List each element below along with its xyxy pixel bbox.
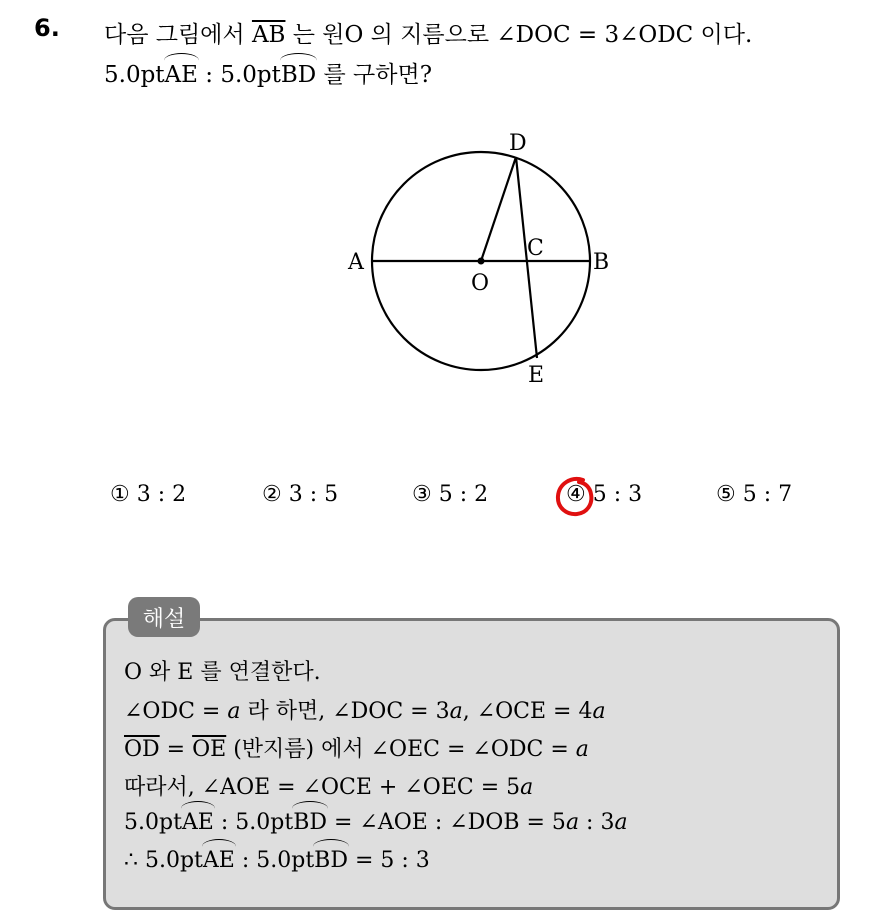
solution-text: = bbox=[159, 737, 193, 762]
choice-mark: ② bbox=[262, 482, 282, 507]
variable-a: a bbox=[575, 737, 589, 762]
solution-text: ∠ODC = bbox=[124, 699, 228, 724]
question-number: 6. bbox=[34, 14, 60, 42]
solution-line-5 bbox=[124, 810, 628, 835]
variable-a: a bbox=[592, 699, 606, 724]
segment-ab: $\overline{AB}$ bbox=[251, 22, 286, 48]
arc-ae: AE bbox=[164, 62, 198, 88]
segment-oe: $\overline{OE}$ bbox=[192, 737, 227, 762]
question-text: : 5.0pt bbox=[197, 62, 281, 88]
label-a: A bbox=[348, 250, 364, 275]
arc-ae: AE bbox=[202, 848, 235, 873]
arc-bd: BD bbox=[293, 810, 327, 835]
solution-text: 5.0pt bbox=[124, 810, 182, 835]
choice-mark: ④ bbox=[566, 482, 586, 507]
answer-choices bbox=[0, 482, 884, 516]
solution-text: 라 하면, ∠DOC = 3 bbox=[240, 699, 450, 724]
solution-line-6 bbox=[124, 848, 430, 873]
label-b: B bbox=[593, 250, 610, 275]
solution-text: = 5 : 3 bbox=[347, 848, 430, 873]
choice-text: 3 : 2 bbox=[136, 482, 187, 507]
choice-5[interactable] bbox=[716, 482, 792, 507]
solution-text: : 5.0pt bbox=[213, 810, 294, 835]
variable-a: a bbox=[614, 810, 628, 835]
solution-text: : 5.0pt bbox=[234, 848, 315, 873]
choice-3[interactable] bbox=[412, 482, 488, 507]
solution-text: = ∠AOE : ∠DOB = 5 bbox=[327, 810, 566, 835]
solution-text: (반지름) 에서 ∠OEC = ∠ODC = bbox=[226, 737, 576, 762]
question-line-2 bbox=[104, 56, 432, 89]
solution-line-4 bbox=[124, 770, 533, 801]
choice-text: 5 : 3 bbox=[592, 482, 643, 507]
choice-mark: ⑤ bbox=[716, 482, 736, 507]
label-d: D bbox=[509, 131, 527, 156]
question-text: 다음 그림에서 bbox=[104, 22, 252, 48]
solution-text: 따라서, ∠AOE = ∠OCE + ∠OEC = 5 bbox=[124, 775, 521, 800]
arc-bd: BD bbox=[280, 62, 317, 88]
variable-a: a bbox=[520, 775, 534, 800]
solution-text: : 3 bbox=[579, 810, 615, 835]
answer-circle-mark bbox=[553, 474, 597, 518]
choice-1[interactable] bbox=[110, 482, 186, 507]
question-text: 5.0pt bbox=[104, 62, 165, 88]
solution-text: , ∠OCE = 4 bbox=[462, 699, 593, 724]
solution-tag: 해설 bbox=[128, 597, 200, 637]
label-e: E bbox=[528, 363, 545, 388]
variable-a: a bbox=[565, 810, 580, 835]
question-text: 는 원O 의 지름으로 ∠DOC = 3∠ODC 이다. bbox=[285, 22, 753, 48]
label-c: C bbox=[527, 236, 544, 261]
segment-od: $\overline{OD}$ bbox=[124, 737, 160, 762]
center-point bbox=[478, 258, 485, 265]
label-o: O bbox=[471, 271, 490, 296]
question-line-1 bbox=[104, 16, 752, 49]
choice-text: 3 : 5 bbox=[288, 482, 339, 507]
radius-od bbox=[481, 157, 516, 261]
choice-text: 5 : 7 bbox=[742, 482, 793, 507]
geometry-figure bbox=[340, 120, 620, 390]
arc-ae: AE bbox=[181, 810, 214, 835]
solution-line-2 bbox=[124, 694, 606, 725]
choice-2[interactable] bbox=[262, 482, 338, 507]
arc-bd: BD bbox=[314, 848, 348, 873]
choice-mark: ① bbox=[110, 482, 130, 507]
choice-mark: ③ bbox=[412, 482, 432, 507]
solution-text: ∴ 5.0pt bbox=[124, 848, 203, 873]
variable-a: a bbox=[227, 699, 241, 724]
solution-line-3 bbox=[124, 732, 589, 763]
variable-a: a bbox=[449, 699, 463, 724]
solution-line-1: O 와 E 를 연결한다. bbox=[124, 660, 321, 685]
choice-text: 5 : 2 bbox=[438, 482, 489, 507]
question-text: 를 구하면? bbox=[316, 62, 433, 88]
